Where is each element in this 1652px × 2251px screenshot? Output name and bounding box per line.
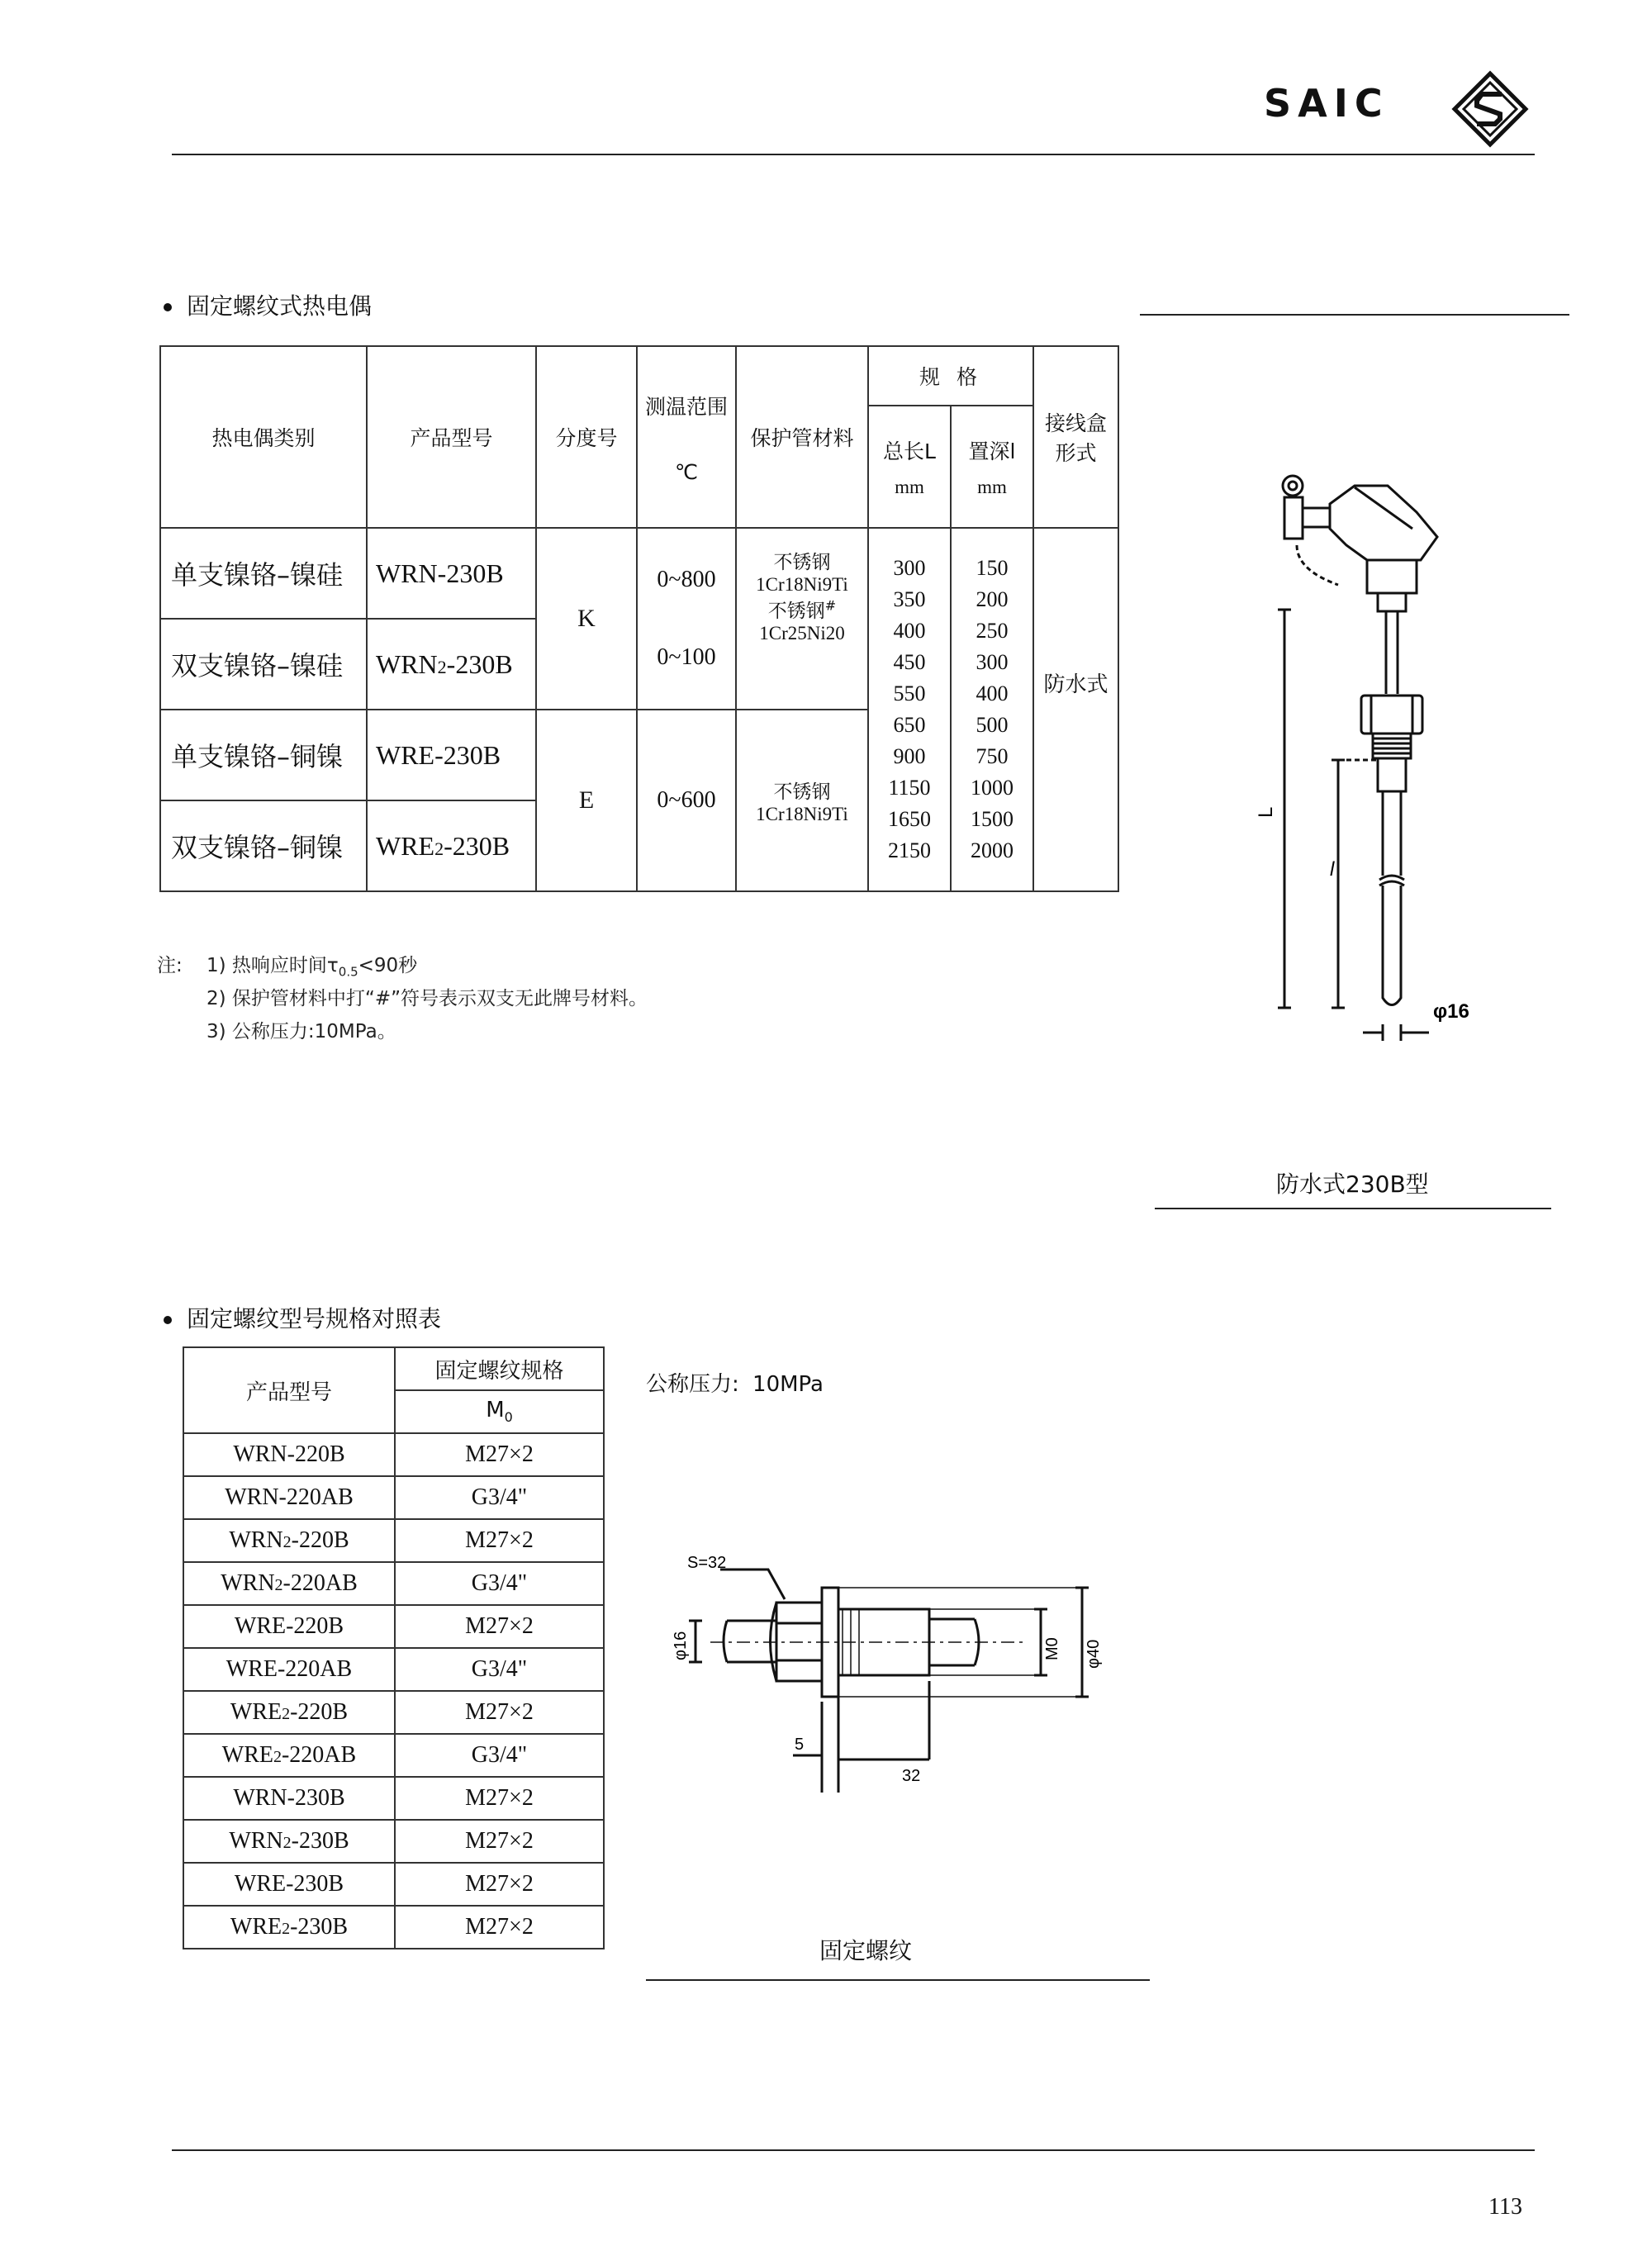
drawing-s-label: S=32 [687,1554,727,1572]
thread-row-model [183,1648,395,1691]
thread-table-row [183,1476,604,1519]
material-k-mark: # [824,597,837,614]
header-rule [172,154,1535,155]
thread-table-row [183,1691,604,1734]
thread-row-model-base: WRN [229,1527,283,1553]
header-length-total-unit: mm [895,477,924,497]
thread-row-spec: G3/4" [395,1648,604,1691]
length-insert-value: 200 [976,587,1009,611]
header-range [637,346,736,528]
thread-table-row [183,1734,604,1777]
thread-row-spec: G3/4" [395,1562,604,1605]
thread-header-m: M [486,1398,505,1423]
length-total-value: 1150 [888,776,931,800]
thread-row-model-base: WRN [229,1828,283,1854]
note-1-sub: 0.5 [338,964,358,980]
header-model: 产品型号 [367,346,536,528]
section1-title [164,288,372,321]
material-k-line4: 1Cr25Ni20 [759,623,845,643]
thread-row-spec: G3/4" [395,1476,604,1519]
section2-title [164,1301,441,1334]
pressure-value: 10MPa [752,1372,824,1397]
pressure-label-text: 公称压力: [646,1372,739,1397]
row1-model [367,528,536,619]
note-1-pre: 1) 热响应时间 [206,955,327,976]
material-k [736,528,868,710]
length-total-value: 2150 [888,838,931,862]
row4-type: 双支镍铬–铜镍 [160,800,367,891]
thread-table-row [183,1863,604,1906]
header-range-label: 测温范围 [644,394,728,419]
row3-model [367,710,536,800]
row4-model-sub: 2 [434,838,444,859]
thread-row-model-suffix: -230B [286,1871,344,1897]
thread-rows [183,1433,604,1949]
thread-table-row [183,1433,604,1476]
thread-header-m-sub: 0 [504,1409,513,1426]
thread-header-model: 产品型号 [183,1347,395,1433]
thread-spec-table [183,1346,605,1949]
row4-model [367,800,536,891]
note-3: 3) 公称压力:10MPa。 [206,1021,396,1042]
material-k-line3 [737,596,867,623]
thread-table-row [183,1820,604,1863]
material-e [736,710,868,891]
thread-row-model-suffix: -220AB [278,1484,354,1510]
note-1-post: <90秒 [358,955,418,976]
length-total-value: 650 [893,713,926,737]
thread-row-model-base: WRN [221,1570,275,1596]
length-insert-value: 1000 [971,776,1014,800]
saic-logo-icon [1452,71,1528,147]
figure2-caption: 固定螺纹 [819,1937,913,1964]
thread-table-row [183,1562,604,1605]
thread-row-model-suffix: -230B [291,1828,349,1854]
thread-table-row [183,1648,604,1691]
range-k [637,528,736,710]
figure2-caption-rule [646,1979,1150,1981]
length-total-value: 900 [893,744,926,768]
thread-row-spec: M27×2 [395,1863,604,1906]
thread-row-model-base: WRN [233,1785,287,1811]
fixed-thread-drawing [672,1545,1107,1826]
thread-row-model [183,1863,395,1906]
length-total-value: 1650 [888,807,931,831]
row4-model-base: WRE [376,830,435,861]
thread-row-model-sub: 2 [282,1834,292,1852]
drawing-m0-label: M0 [1043,1637,1061,1660]
header-material: 保护管材料 [736,346,868,528]
thread-row-model [183,1906,395,1949]
note-1 [206,950,417,980]
header-range-unit: ℃ [674,459,699,484]
row2-model [367,619,536,710]
thread-row-model-base: WRE [221,1742,273,1768]
row4-model-suffix: -230B [444,830,510,861]
thread-row-model-suffix: -220B [286,1613,344,1639]
header-box [1033,346,1118,528]
row2-model-sub: 2 [437,656,447,677]
material-k-line3-text: 不锈钢 [767,601,825,622]
row3-type: 单支镍铬–铜镍 [160,710,367,800]
material-k-line1: 不锈钢 [773,552,831,573]
thread-row-model-suffix: -220AB [277,1656,353,1682]
page-number: 113 [1488,2194,1522,2220]
thread-row-spec: M27×2 [395,1433,604,1476]
header-type: 热电偶类别 [160,346,367,528]
thread-row-model [183,1691,395,1734]
row3-model-base: WRE [376,739,435,770]
thread-row-spec: M27×2 [395,1691,604,1734]
thread-row-model [183,1734,395,1777]
figure-top-rule [1140,314,1569,316]
header-box-line1: 接线盒 [1045,411,1108,435]
notes-label: 注: [157,955,183,976]
header-length-insert-label: 置深l [968,439,1016,463]
figure-dim-l: l [1330,858,1335,881]
header-spec: 规 格 [868,346,1033,406]
row2-model-suffix: -230B [446,648,513,679]
length-insert-value: 150 [976,556,1009,580]
length-total-value: 350 [893,587,926,611]
thread-row-model [183,1476,395,1519]
length-insert-value: 250 [976,619,1009,643]
row2-type: 双支镍铬–镍硅 [160,619,367,710]
thread-row-model-suffix: -220B [290,1699,349,1725]
row1-model-base: WRN [376,558,438,588]
graduation-e: E [536,710,637,891]
thread-row-model-suffix: -220B [291,1527,349,1553]
length-insert-value: 300 [976,650,1009,674]
thread-row-model-suffix: -230B [287,1785,345,1811]
thread-table-row [183,1519,604,1562]
thread-row-model-suffix: -230B [290,1914,349,1940]
note-2: 2) 保护管材料中打“#”符号表示双支无此牌号材料。 [206,988,648,1009]
thread-row-model-base: WRE [230,1914,282,1940]
thread-row-spec: G3/4" [395,1734,604,1777]
material-k-line2: 1Cr18Ni9Ti [756,574,848,595]
figure1-caption: 防水式230B型 [1276,1171,1429,1198]
header-length-insert-unit: mm [977,477,1007,497]
drawing-dim32-label: 32 [902,1767,921,1785]
thread-table-row [183,1605,604,1648]
thread-row-model [183,1519,395,1562]
thread-row-model-sub: 2 [282,1705,291,1723]
range-k-2: 0~100 [657,644,716,670]
row3-model-suffix: -230B [434,739,501,770]
header-box-line2: 形式 [1055,441,1097,465]
graduation-k: K [536,528,637,710]
bullet-dot-2 [164,1316,172,1324]
length-total-value: 300 [893,556,926,580]
thread-row-model-base: WRE [225,1656,278,1682]
thread-row-spec: M27×2 [395,1820,604,1863]
section1-title-text: 固定螺纹式热电偶 [187,292,373,320]
lengths-total-cell [868,528,951,891]
thermocouple-spec-table [159,345,1119,892]
length-insert-value: 400 [976,681,1009,705]
range-e: 0~600 [637,710,736,891]
length-total-value: 400 [893,619,926,643]
thread-row-model-suffix: -220B [287,1441,345,1467]
material-e-line1: 不锈钢 [773,781,831,803]
length-insert-value: 2000 [971,838,1014,862]
thread-row-spec: M27×2 [395,1605,604,1648]
range-k-1: 0~800 [657,567,716,592]
lengths-insert-cell [951,528,1033,891]
row1-model-suffix: -230B [437,558,504,588]
section2-title-text: 固定螺纹型号规格对照表 [187,1305,442,1332]
figure1-caption-rule [1155,1208,1551,1209]
thread-row-model-sub: 2 [273,1748,282,1766]
thread-row-model-base: WRN [233,1441,287,1467]
box-type: 防水式 [1033,528,1118,891]
drawing-dim5-label: 5 [795,1736,805,1754]
thread-row-spec: M27×2 [395,1906,604,1949]
thread-row-model [183,1820,395,1863]
thread-row-model-base: WRN [225,1484,279,1510]
drawing-d40-label: φ40 [1085,1639,1103,1669]
figure-dim-L: L [1255,806,1277,818]
row2-model-base: WRN [376,648,438,679]
thread-row-model [183,1562,395,1605]
header-length-total [868,406,951,528]
note-1-tau: τ [326,955,339,976]
thread-table-row [183,1777,604,1820]
header-length-total-label: 总长L [883,439,936,463]
pressure-label [646,1367,824,1398]
thread-row-model-sub: 2 [274,1576,283,1594]
thread-row-model [183,1605,395,1648]
thread-table-row [183,1906,604,1949]
thread-row-model-base: WRE [234,1871,287,1897]
thread-row-model-base: WRE [234,1613,287,1639]
thread-row-model [183,1433,395,1476]
thread-row-model-base: WRE [230,1699,282,1725]
thread-row-model-suffix: -220AB [282,1570,358,1596]
thread-row-model-sub: 2 [282,1920,291,1938]
brand-logo-text: SAIC [1264,81,1389,126]
row1-type: 单支镍铬–镍硅 [160,528,367,619]
waterproof-thermocouple-figure [1255,463,1503,1049]
header-graduation: 分度号 [536,346,637,528]
thread-header-spec: 固定螺纹规格 [395,1347,604,1390]
thread-row-model [183,1777,395,1820]
header-length-insert [951,406,1033,528]
length-total-value: 450 [893,650,926,674]
bullet-dot [164,303,172,311]
thread-row-spec: M27×2 [395,1519,604,1562]
figure-dim-diameter: φ16 [1433,1000,1469,1023]
length-total-value: 550 [893,681,926,705]
length-insert-value: 500 [976,713,1009,737]
material-e-line2: 1Cr18Ni9Ti [756,803,848,824]
drawing-d16-label: φ16 [672,1631,690,1660]
length-insert-value: 1500 [971,807,1014,831]
footer-rule [172,2149,1535,2151]
thread-row-model-suffix: -220AB [281,1742,357,1768]
thread-row-spec: M27×2 [395,1777,604,1820]
length-insert-value: 750 [976,744,1009,768]
thread-header-m0 [395,1390,604,1433]
thread-row-model-sub: 2 [282,1533,292,1551]
